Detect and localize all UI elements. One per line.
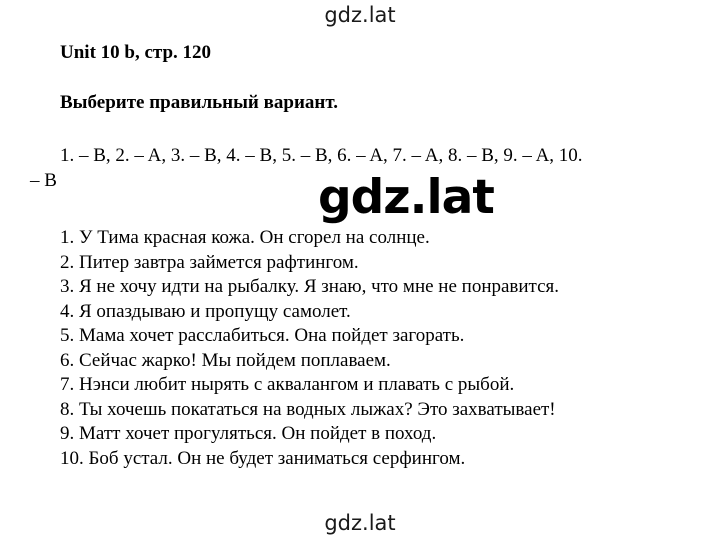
- sentence-item: 8. Ты хочешь покататься на водных лыжах? Это захватывает!: [60, 398, 556, 420]
- sentence-item: 5. Мама хочет расслабиться. Она пойдет загорать.: [60, 325, 465, 346]
- sentence-item: 10. Боб устал. Он не будет заниматься серфингом.: [60, 447, 466, 469]
- instruction-heading: Выберите правильный вариант.: [60, 92, 339, 113]
- sentence-item: 3. Я не хочу идти на рыбалку. Я знаю, что мне не понравится.: [60, 276, 560, 297]
- answer-key-line: 1. – B, 2. – A, 3. – B, 4. – B, 5. – B, 6. – A, 7. – A, 8. – B, 9. – A, 10.: [60, 145, 583, 166]
- sentence-item: 1. У Тима красная кожа. Он сгорел на солнце.: [60, 227, 430, 248]
- sentence-item: 4. Я опаздываю и пропущу самолет.: [60, 300, 351, 322]
- answer-key-continuation: – B: [30, 170, 57, 191]
- watermark-bottom: gdz.lat: [324, 511, 396, 535]
- sentence-item: 6. Сейчас жарко! Мы пойдем поплаваем.: [60, 349, 391, 371]
- sentence-item: 7. Нэнси любит нырять с аквалангом и плавать с рыбой.: [60, 374, 515, 395]
- document-title: Unit 10 b, стр. 120: [60, 42, 212, 63]
- sentence-item: 9. Матт хочет прогуляться. Он пойдет в поход.: [60, 423, 437, 444]
- watermark-center: gdz.lat: [318, 170, 494, 225]
- watermark-top: gdz.lat: [324, 3, 396, 27]
- sentence-item: 2. Питер завтра займется рафтингом.: [60, 251, 359, 273]
- sentence-list: [60, 226, 559, 471]
